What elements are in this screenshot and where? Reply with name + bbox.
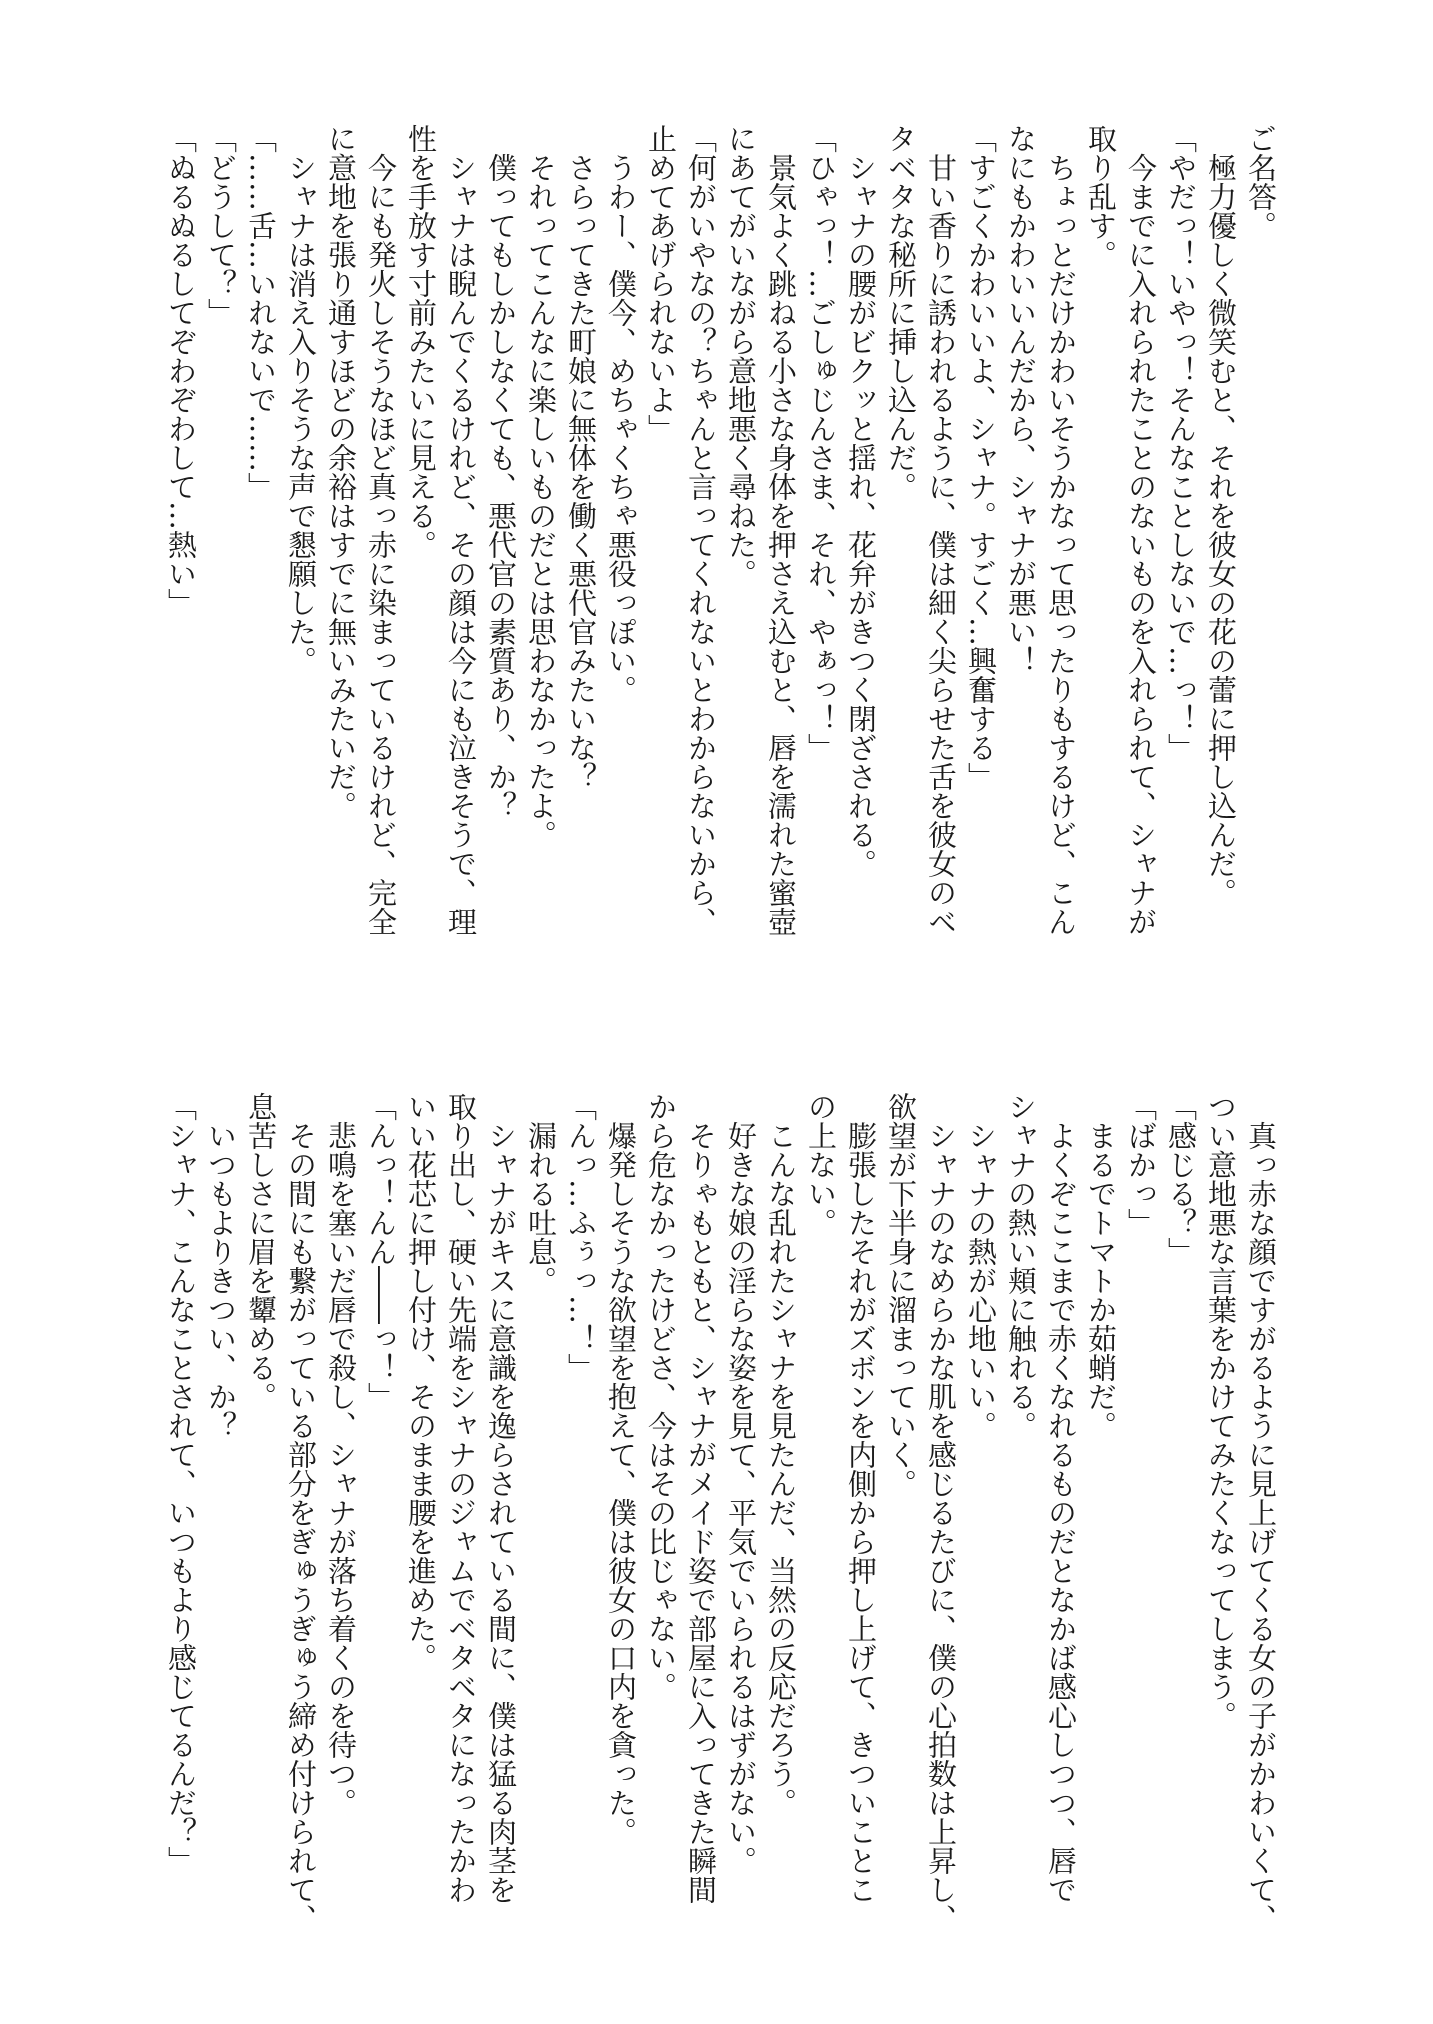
top-text-block [161, 124, 1281, 954]
text-line: 性を手放す寸前みたいに見える。 [404, 124, 438, 559]
text-line: 「ぬるぬるしてぞわぞわして…熱い」 [164, 124, 198, 617]
text-line: 「……舌…いれないで……」 [244, 124, 278, 501]
text-line: 「すごくかわいいよ、シャナ。すごく…興奮する」 [964, 124, 998, 791]
text-line: うわー、僕今、めちゃくちゃ悪役っぽい。 [604, 124, 638, 704]
text-line: そりゃもともと、シャナがメイド姿で部屋に入ってきた瞬間 [684, 1092, 718, 1904]
text-line: 景気よく跳ねる小さな身体を押さえ込むと、唇を濡れた蜜壺 [764, 124, 798, 936]
text-line: 「感じる？」 [1164, 1092, 1198, 1266]
text-line: こんな乱れたシャナを見たんだ、当然の反応だろう。 [764, 1092, 798, 1817]
text-line: 悲鳴を塞いだ唇で殺し、シャナが落ち着くのを待つ。 [324, 1092, 358, 1817]
text-line: 今にも発火しそうなほど真っ赤に染まっているけれど、完全 [364, 124, 398, 936]
text-line: 「んっ！んん――っ！」 [364, 1092, 398, 1411]
text-line: 止めてあげられないよ」 [644, 124, 678, 443]
text-line: それってこんなに楽しいものだとは思わなかったよ。 [524, 124, 558, 849]
text-line: さらってきた町娘に無体を働く悪代官みたいな？ [564, 124, 598, 791]
text-line: 爆発しそうな欲望を抱えて、僕は彼女の口内を貪った。 [604, 1092, 638, 1846]
text-line: シャナの熱が心地いい。 [964, 1092, 998, 1440]
text-line: まるでトマトか茹蛸だ。 [1084, 1092, 1118, 1440]
text-line: 漏れる吐息。 [524, 1092, 558, 1295]
text-line: ご名答。 [1244, 124, 1278, 240]
text-line: シャナは睨んでくるけれど、その顔は今にも泣きそうで、理 [444, 124, 478, 936]
text-line: その間にも繋がっている部分をぎゅうぎゅう締め付けられて、 [284, 1092, 318, 1933]
text-line: 好きな娘の淫らな姿を見て、平気でいられるはずがない。 [724, 1092, 758, 1875]
text-line: いい花芯に押し付け、そのまま腰を進めた。 [404, 1092, 438, 1672]
text-line: 取り出し、硬い先端をシャナのジャムでベタベタになったかわ [444, 1092, 478, 1904]
text-line: 「何がいやなの？ちゃんと言ってくれないとわからないから、 [684, 124, 718, 936]
text-line: シャナは消え入りそうな声で懇願した。 [284, 124, 318, 675]
text-line: 「んっ…ふぅっ…！」 [564, 1092, 598, 1382]
text-line: 「ばかっ」 [1124, 1092, 1158, 1237]
text-line: 膨張したそれがズボンを内側から押し上げて、きついことこ [844, 1092, 878, 1904]
text-line: 「ひゃっ！…ごしゅじんさま、それ、やぁっ！」 [804, 124, 838, 762]
text-line: ちょっとだけかわいそうかなって思ったりもするけど、こん [1044, 124, 1078, 936]
text-line: シャナの腰がビクッと揺れ、花弁がきつく閉ざされる。 [844, 124, 878, 878]
text-line: よくぞここまで赤くなれるものだとなかば感心しつつ、唇で [1044, 1092, 1078, 1904]
text-line: シャナの熱い頬に触れる。 [1004, 1092, 1038, 1440]
text-line: 「やだっ！いやっ！そんなことしないで…っ！」 [1164, 124, 1198, 762]
bottom-text-block [161, 1092, 1281, 1933]
text-line: いつもよりきつい、か？ [204, 1092, 238, 1440]
text-line: 今までに入れられたことのないものを入れられて、シャナが [1124, 124, 1158, 936]
text-line: から危なかったけどさ、今はその比じゃない。 [644, 1092, 678, 1701]
text-line: にあてがいながら意地悪く尋ねた。 [724, 124, 758, 588]
text-line: に意地を張り通すほどの余裕はすでに無いみたいだ。 [324, 124, 358, 820]
text-line: 甘い香りに誘われるように、僕は細く尖らせた舌を彼女のベ [924, 124, 958, 936]
text-line: 「どうして？」 [204, 124, 238, 327]
text-line: つい意地悪な言葉をかけてみたくなってしまう。 [1204, 1092, 1238, 1730]
text-line: 極力優しく微笑むと、それを彼女の花の蕾に押し込んだ。 [1204, 124, 1238, 907]
text-line: 息苦しさに眉を顰める。 [244, 1092, 278, 1411]
text-line: なにもかわいいんだから、シャナが悪い！ [1004, 124, 1038, 675]
text-line: 僕ってもしかしなくても、悪代官の素質あり、か？ [484, 124, 518, 820]
text-line: シャナのなめらかな肌を感じるたびに、僕の心拍数は上昇し、 [924, 1092, 958, 1933]
text-line: シャナがキスに意識を逸らされている間に、僕は猛る肉茎を [484, 1092, 518, 1904]
text-line: タベタな秘所に挿し込んだ。 [884, 124, 918, 501]
text-line: 真っ赤な顔ですがるように見上げてくる女の子がかわいくて、 [1244, 1092, 1278, 1933]
text-line: 取り乱す。 [1084, 124, 1118, 269]
text-line: 欲望が下半身に溜まっていく。 [884, 1092, 918, 1498]
text-line: の上ない。 [804, 1092, 838, 1237]
text-line: 「シャナ、こんなことされて、いつもより感じてるんだ？」 [164, 1092, 198, 1875]
